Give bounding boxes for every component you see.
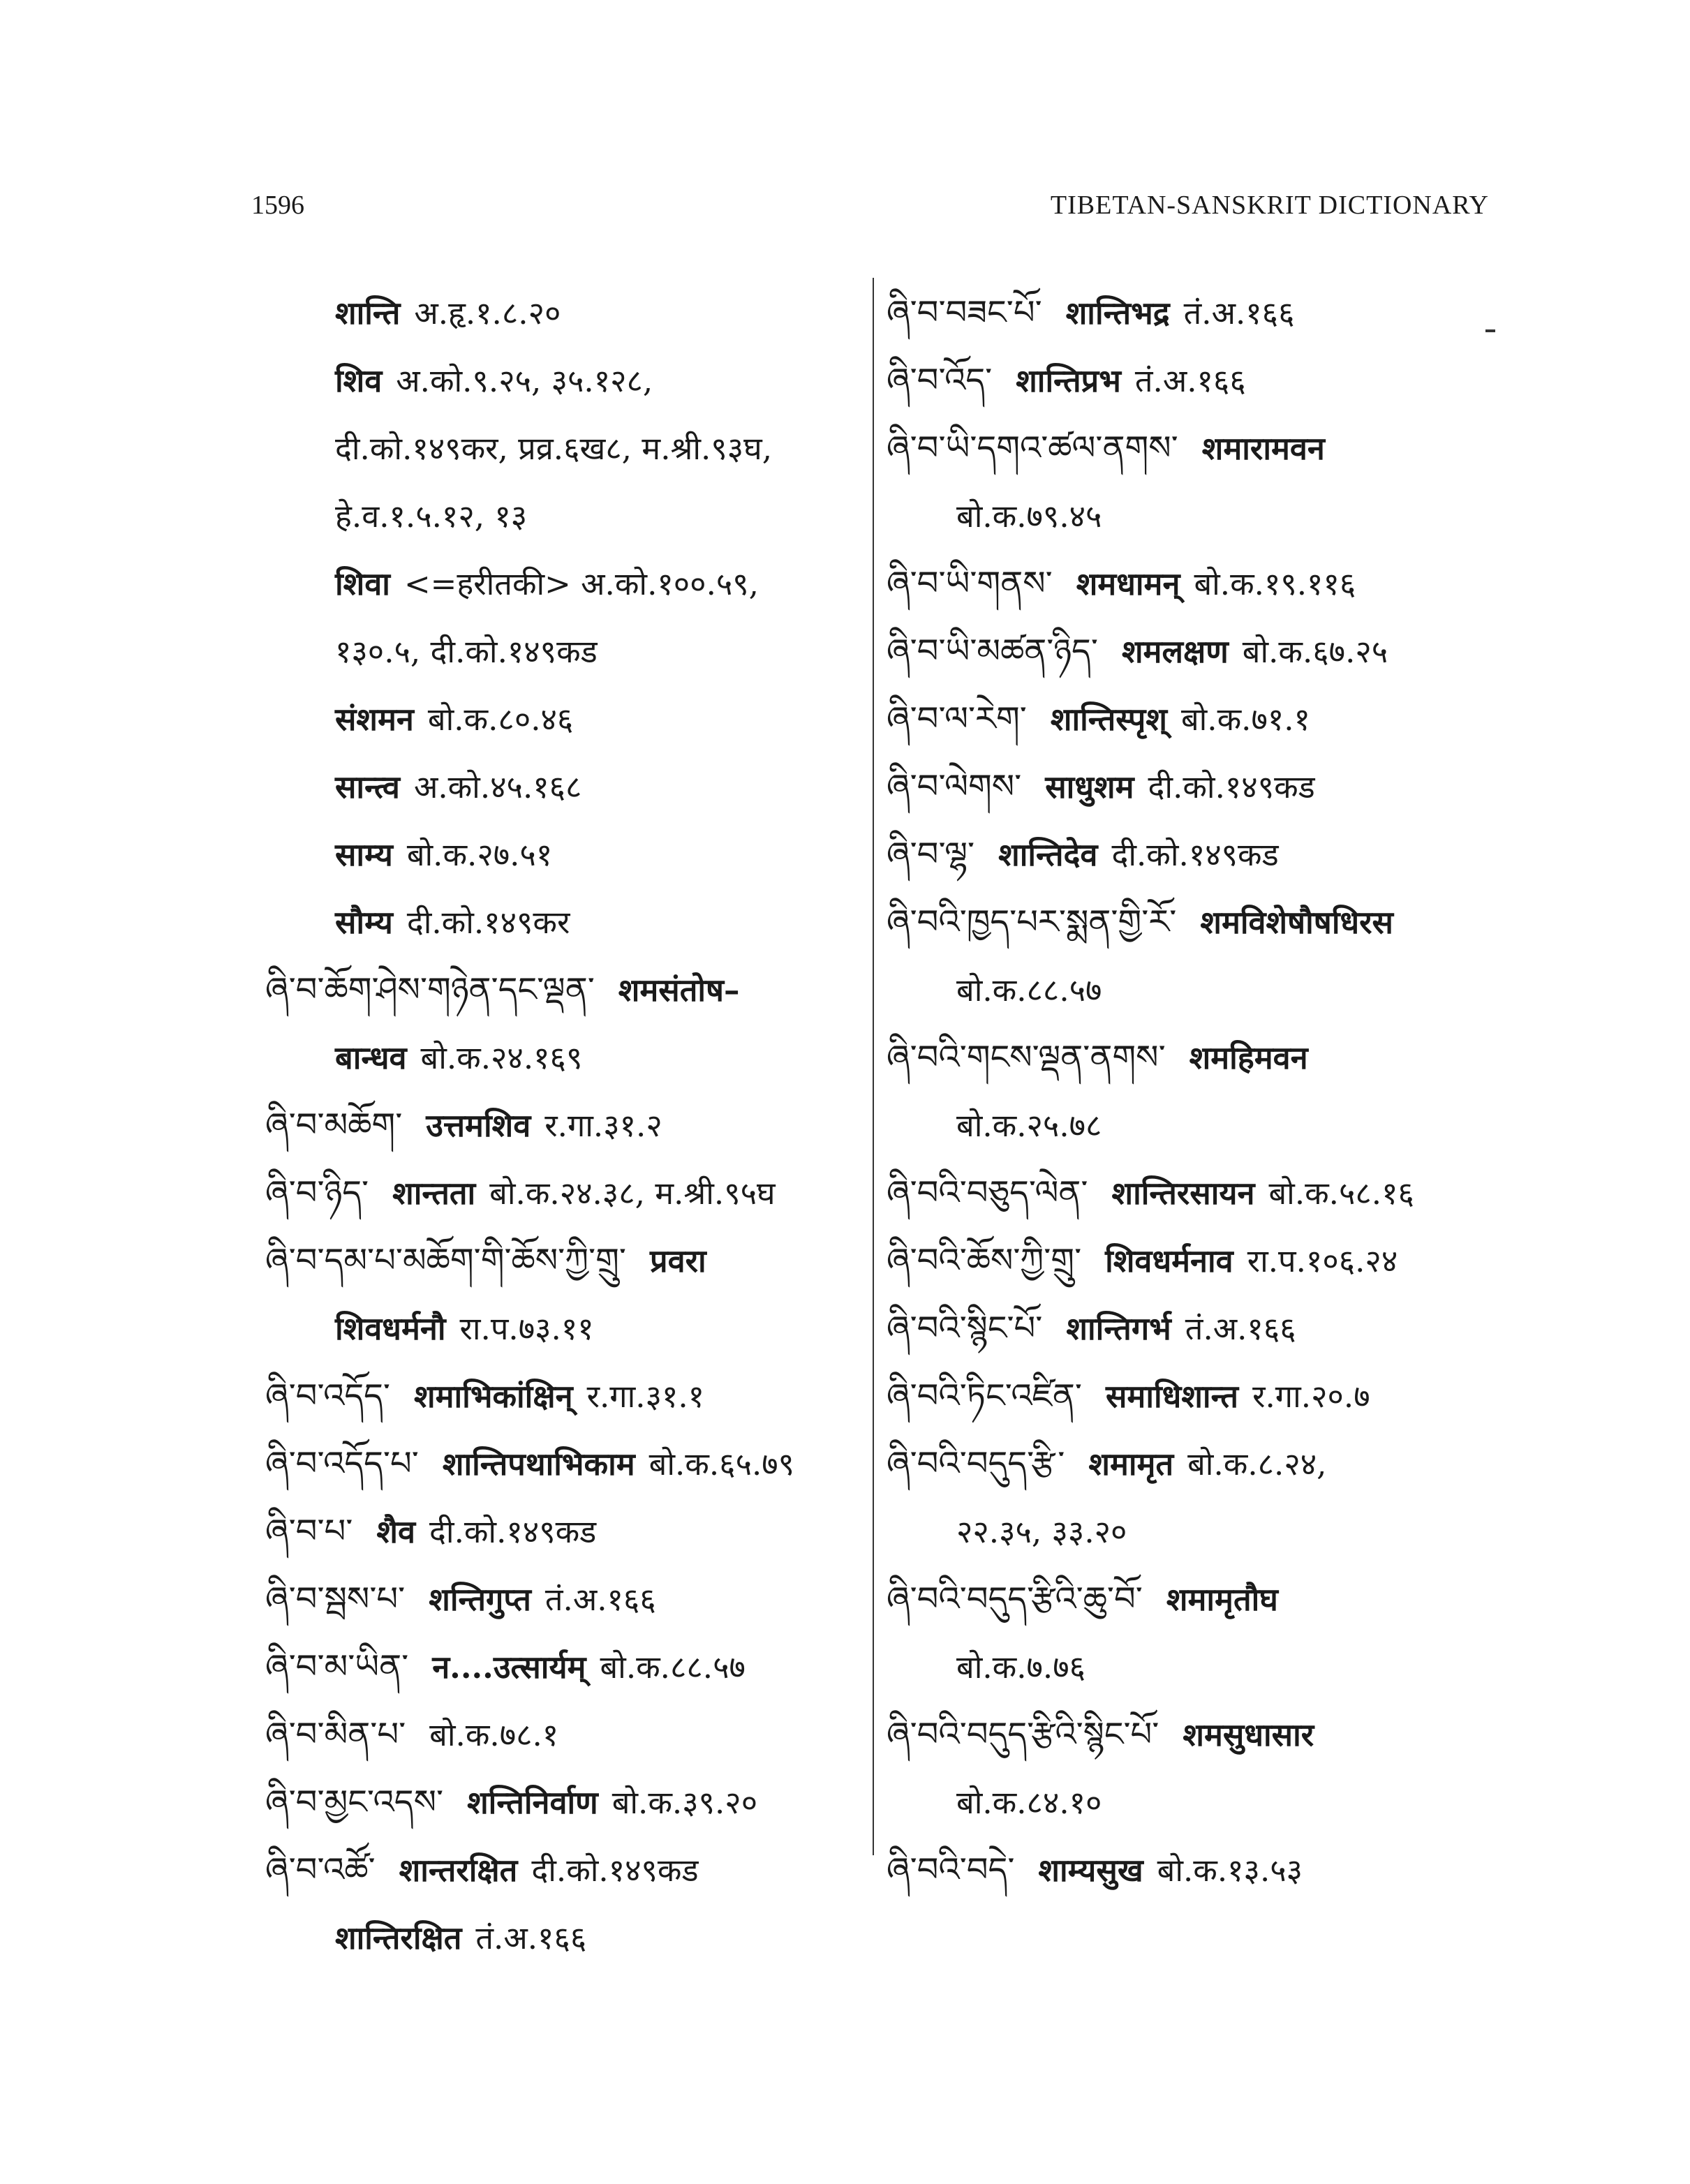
sanskrit-equivalent: शमारामवन [1201,430,1325,467]
source-reference: बो.क.७८.१ [429,1716,559,1753]
source-reference: दी.को.१४९कड [429,1513,597,1550]
tibetan-headword: ཞི་བ་བཟང་པོ་ [887,293,1042,332]
dictionary-line [265,956,866,1024]
dictionary-line [265,1566,866,1633]
dictionary-line [887,1566,1515,1633]
tibetan-headword: ཞི་བ་མིན་པ་ [265,1715,406,1754]
dictionary-line [265,1362,866,1430]
source-reference: अ.को.९.२५, ३५.१२८, [396,362,653,399]
tibetan-headword: ཞི་བ་ཡི་དགའ་ཚལ་ནགས་ [887,429,1178,468]
dictionary-line [265,1498,866,1566]
tibetan-headword: ཞི་བ་མྱང་འདས་ [265,1783,444,1822]
sanskrit-equivalent: उत्तमशिव [426,1107,531,1144]
sanskrit-equivalent: शिवधर्मनाव [1105,1242,1233,1279]
dictionary-line [887,1701,1515,1769]
dictionary-line [887,821,1515,889]
dictionary-line [265,1024,866,1092]
sanskrit-equivalent: शिवा [335,565,390,602]
sanskrit-equivalent: न....उत्सार्यम् [432,1649,586,1686]
dictionary-line [265,1769,866,1836]
source-reference: तं.अ.१६६ [1134,362,1246,399]
tibetan-headword: ཞི་བ་མ་ཡིན་ [265,1647,409,1686]
tibetan-headword: ཞི་བའི་སྙིང་པོ་ [887,1309,1043,1348]
sanskrit-equivalent: शमहिमवन [1189,1039,1308,1076]
dictionary-line [887,1092,1515,1159]
sanskrit-equivalent: शान्ति [335,295,401,332]
tibetan-headword: ཞི་བ་འཚོ་ [265,1850,376,1889]
dictionary-line [265,550,866,618]
source-reference: तं.अ.१६६ [544,1581,656,1618]
dictionary-line [887,415,1515,482]
dictionary-line [265,685,866,753]
source-reference: बो.क.७.७६ [956,1649,1086,1686]
dictionary-line [265,1633,866,1701]
tibetan-headword: ཞི་བ་འོད་ [887,361,993,400]
sanskrit-equivalent: शान्तिरसायन [1111,1175,1255,1212]
dictionary-line [887,618,1515,685]
dictionary-line [265,1227,866,1295]
dictionary-line [265,482,866,550]
tibetan-headword: ཞི་བའི་བདེ་ [887,1850,1015,1889]
sanskrit-equivalent: सौम्य [335,904,393,941]
sanskrit-equivalent: साम्य [335,836,393,873]
tibetan-headword: ཞི་བ་ཡི་གནས་ [887,564,1053,603]
sanskrit-equivalent: शान्तरक्षित [399,1852,518,1889]
sanskrit-equivalent: शान्तिगर्भ [1066,1310,1171,1347]
source-reference: तं.अ.१६६ [1185,1310,1296,1347]
source-reference: २२.३५, ३३.२० [956,1513,1127,1550]
sanskrit-equivalent: शमामृतौघ [1166,1581,1278,1618]
tibetan-headword: ཞི་བ་འདོད་པ་ [265,1444,419,1483]
source-reference: बो.क.२४.३८, म.श्री.९५घ [489,1175,776,1212]
source-reference: अ.हृ.१.८.२० [414,295,561,332]
dictionary-line [265,753,866,821]
source-reference: बो.क.६७.२५ [1242,633,1388,670]
page-number: 1596 [251,191,304,220]
tibetan-headword: ཞི་བའི་གངས་ལྡན་ནགས་ [887,1038,1166,1077]
sanskrit-equivalent: शमामृत [1088,1446,1174,1483]
stray-mark [1485,329,1495,332]
source-reference: बो.क.५८.१६ [1268,1175,1414,1212]
sanskrit-equivalent: सान्त्व [335,768,400,805]
sanskrit-equivalent: शमसुधासार [1183,1716,1314,1753]
tibetan-headword: ཞི་བ་སྦས་པ་ [265,1580,406,1619]
source-reference: बो.क.२५.७८ [956,1107,1102,1144]
dictionary-line [887,1836,1515,1904]
sanskrit-equivalent: शिव [335,362,383,399]
sanskrit-equivalent: शान्तिदेव [998,836,1098,873]
tibetan-headword: ཞི་བའི་བདུད་རྩིའི་སྙིང་པོ་ [887,1715,1159,1754]
source-reference: दी.को.१४९कड [1148,768,1315,805]
source-reference: दी.को.१४९कड [531,1852,699,1889]
source-reference: रा.प.७३.११ [459,1310,594,1347]
sanskrit-equivalent: शमधामन् [1076,565,1180,602]
tibetan-headword: ཞི་བ་འདོད་ [265,1376,390,1416]
sanskrit-equivalent: शमाभिकांक्षिन् [414,1378,573,1415]
sanskrit-equivalent: शैव [376,1513,416,1550]
dictionary-line [265,415,866,482]
dictionary-line [265,279,866,347]
dictionary-line [265,1430,866,1498]
dictionary-line [887,1024,1515,1092]
source-reference: बो.क.७१.१ [1180,701,1310,738]
source-reference: बो.क.८०.४६ [427,701,574,738]
sanskrit-equivalent: शमविशेषौषधिरस [1200,904,1393,941]
source-reference: हे.व.१.५.१२, १३ [335,498,528,535]
source-reference: र.गा.२०.७ [1252,1378,1370,1415]
tibetan-headword: ཞི་བའི་ཏིང་འཛིན་ [887,1376,1082,1416]
dictionary-line [265,1295,866,1362]
source-reference: तं.अ.१६६ [475,1919,587,1956]
tibetan-headword: ཞི་བ་པ་ [265,1512,353,1551]
column-divider [873,278,874,1855]
dictionary-line [887,1295,1515,1362]
dictionary-line [887,1362,1515,1430]
sanskrit-equivalent: शमलक्षण [1121,633,1229,670]
dictionary-line [887,1633,1515,1701]
source-reference: बो.क.१९.११६ [1194,565,1356,602]
sanskrit-equivalent: शिवधर्मनौ [335,1310,446,1347]
dictionary-line [887,1498,1515,1566]
tibetan-headword: ཞི་བ་དམ་པ་མཆོག་གི་ཆོས་ཀྱི་གྲུ་ [265,1241,626,1280]
tibetan-headword: ཞི་བའི་བདུད་རྩིའི་ཆུ་བོ་ [887,1580,1143,1619]
tibetan-headword: ཞི་བ་མཆོག་ [265,1106,403,1145]
tibetan-headword: ཞི་བའི་བཅུད་ལེན་ [887,1173,1088,1212]
dictionary-line [265,347,866,415]
source-reference: बो.क.७९.४५ [956,498,1102,535]
source-reference: बो.क.६५.७९ [648,1446,795,1483]
sanskrit-equivalent: संशमन [335,701,414,738]
source-reference: बो.क.१३.५३ [1157,1852,1303,1889]
dictionary-line [887,279,1515,347]
dictionary-line [887,1227,1515,1295]
sanskrit-equivalent: प्रवरा [649,1242,706,1279]
source-reference: र.गा.३१.२ [544,1107,662,1144]
running-head: TIBETAN-SANSKRIT DICTIONARY [1050,191,1489,220]
source-reference: बो.क.२७.५१ [406,836,553,873]
dictionary-line [265,1701,866,1769]
dictionary-line [887,1769,1515,1836]
dictionary-line [265,618,866,685]
sanskrit-equivalent: शान्तिरक्षित [335,1919,462,1956]
tibetan-headword: ཞི་བ་ལ་རེག་ [887,699,1027,738]
tibetan-headword: ཞི་བའི་ཆོས་ཀྱི་གྲུ་ [887,1241,1082,1280]
dictionary-line [887,1159,1515,1227]
tibetan-headword: ཞི་བ་ཉིད་ [265,1173,369,1212]
dictionary-line [887,956,1515,1024]
source-reference: बो.क.३९.२० [611,1784,758,1821]
dictionary-line [265,821,866,889]
source-reference: बो.क.८.२४, [1187,1446,1327,1483]
source-reference: दी.को.१४९कर [406,904,570,941]
sanskrit-equivalent: शान्तिप्रभ [1016,362,1121,399]
source-reference: बो.क.२४.१६९ [420,1039,583,1076]
sanskrit-equivalent: शाम्यसुख [1038,1852,1143,1889]
tibetan-headword: ཞི་བ་ཆོག་ཤེས་གཉེན་དང་ལྡན་ [265,970,595,1009]
tibetan-headword: ཞི་བ་ལྷ་ [887,835,975,874]
dictionary-line [265,1904,866,1972]
source-reference: १३०.५, दी.को.१४९कड [335,633,598,670]
sanskrit-equivalent: शन्तिगुप्त [429,1581,531,1618]
source-reference: बो.क.८८.५७ [600,1649,746,1686]
source-reference: तं.अ.१६६ [1183,295,1295,332]
dictionary-line [265,1092,866,1159]
tibetan-headword: ཞི་བའི་ཁྱད་པར་སྨན་གྱི་རོ་ [887,902,1177,942]
sanskrit-equivalent: शान्तता [392,1175,476,1212]
right-column [887,279,1515,1904]
dictionary-line [265,889,866,956]
dictionary-line [265,1159,866,1227]
dictionary-line [887,1430,1515,1498]
tibetan-headword: ཞི་བ་ཡི་མཚན་ཉིད་ [887,632,1098,671]
sanskrit-equivalent: शान्तिभद्र [1065,295,1170,332]
tibetan-headword: ཞི་བའི་བདུད་རྩི་ [887,1444,1065,1483]
dictionary-line [887,685,1515,753]
dictionary-line [887,347,1515,415]
source-reference: बो.क.८४.१० [956,1784,1102,1821]
sanskrit-equivalent: शान्तिपथाभिकाम [442,1446,635,1483]
dictionary-line [887,753,1515,821]
source-reference: अ.को.४५.१६८ [413,768,582,805]
dictionary-line [887,482,1515,550]
left-column [265,279,866,1972]
tibetan-headword: ཞི་བ་ལེགས་ [887,767,1022,806]
sanskrit-equivalent: साधुशम [1045,768,1134,805]
source-reference: <=हरीतकी> अ.को.१००.५९, [403,565,759,602]
dictionary-line [265,1836,866,1904]
source-reference: र.गा.३१.१ [586,1378,705,1415]
source-reference: बो.क.८८.५७ [956,972,1102,1009]
sanskrit-equivalent: शमसंतोष– [618,972,740,1009]
sanskrit-equivalent: बान्धव [335,1039,407,1076]
sanskrit-equivalent: शान्तिस्पृश् [1050,701,1167,738]
dictionary-line [887,889,1515,956]
dictionary-line [887,550,1515,618]
source-reference: दी.को.१४९कड [1111,836,1279,873]
source-reference: दी.को.१४९कर, प्रव्र.६ख८, म.श्री.९३घ, [335,430,773,467]
sanskrit-equivalent: समाधिशान्त [1106,1378,1239,1415]
sanskrit-equivalent: शन्तिनिर्वाण [467,1784,598,1821]
source-reference: रा.प.१०६.२४ [1247,1242,1398,1279]
